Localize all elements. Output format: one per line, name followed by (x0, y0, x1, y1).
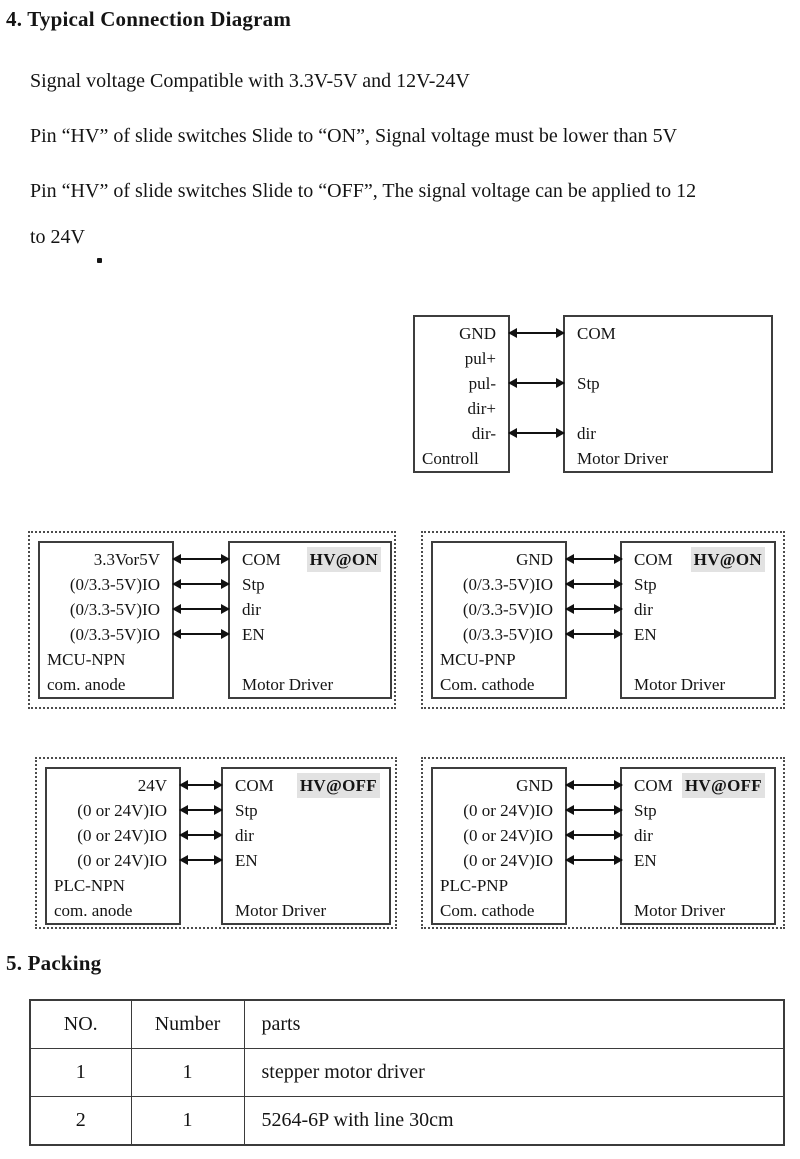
connection-arrow (566, 809, 622, 811)
connection-arrow (566, 859, 622, 861)
spacer-row (622, 647, 774, 672)
motor-driver-box (563, 315, 773, 473)
connection-arrow (566, 834, 622, 836)
cell-parts: stepper motor driver (244, 1049, 784, 1097)
source-box (431, 541, 567, 699)
driver-com-row (622, 773, 774, 798)
driver-pin-com: COM (634, 776, 673, 795)
section-4-heading: 4. Typical Connection Diagram (6, 7, 292, 31)
col-header-number: Number (131, 1000, 244, 1049)
connection-arrow (173, 583, 229, 585)
source-pin: (0 or 24V)IO (77, 826, 167, 845)
spacer-row (565, 396, 771, 421)
spacer-row (223, 873, 389, 898)
driver-box (620, 767, 776, 925)
source-wiring-label: Com. cathode (440, 901, 535, 920)
hv-mode-badge: HV@OFF (297, 773, 380, 798)
connection-arrow (509, 332, 564, 334)
cell-parts: 5264-6P with line 30cm (244, 1097, 784, 1146)
source-pin: GND (516, 776, 553, 795)
driver-pin-stp: Stp (235, 801, 258, 820)
cell-no: 1 (30, 1049, 131, 1097)
table-header-row (30, 1000, 784, 1049)
source-device-label: MCU-NPN (47, 650, 126, 669)
source-box (38, 541, 174, 699)
controller-box (413, 315, 510, 473)
source-pin: (0 or 24V)IO (463, 826, 553, 845)
driver-box (620, 541, 776, 699)
source-pin: GND (516, 550, 553, 569)
connection-arrow (566, 633, 622, 635)
controller-label: Controll (422, 449, 479, 468)
col-header-no: NO. (30, 1000, 131, 1049)
spacer-row (622, 873, 774, 898)
hv-mode-badge: HV@ON (691, 547, 765, 572)
connection-arrow (566, 784, 622, 786)
driver-pin-stp: Stp (242, 575, 265, 594)
spacer-row (565, 346, 771, 371)
connection-arrow (180, 859, 222, 861)
intro-line-4: to 24V (30, 226, 85, 248)
table-row (30, 1097, 784, 1146)
driver-pin-dir: dir (577, 424, 596, 443)
driver-pin-en: EN (235, 851, 258, 870)
source-device-label: MCU-PNP (440, 650, 516, 669)
driver-com-row (223, 773, 389, 798)
hv-mode-badge: HV@OFF (682, 773, 765, 798)
cell-number: 1 (131, 1097, 244, 1146)
intro-line-2: Pin “HV” of slide switches Slide to “ON”, Signal voltage must be lower than 5V (30, 125, 678, 147)
driver-label: Motor Driver (577, 449, 669, 468)
driver-label: Motor Driver (235, 901, 327, 920)
diagram-mcu-npn (28, 531, 396, 709)
driver-pin-stp: Stp (634, 801, 657, 820)
source-device-label: PLC-PNP (440, 876, 509, 895)
connection-arrow (180, 784, 222, 786)
cell-no: 2 (30, 1097, 131, 1146)
connection-arrow (566, 558, 622, 560)
driver-box (221, 767, 391, 925)
diagram-plc-npn (35, 757, 397, 929)
connection-arrow (566, 583, 622, 585)
source-pin: 3.3Vor5V (93, 550, 160, 569)
driver-pin-com: COM (235, 776, 274, 795)
driver-pin-dir: dir (634, 600, 653, 619)
controller-pin-dir-minus: dir- (471, 424, 496, 443)
source-wiring-label: com. anode (54, 901, 133, 920)
driver-pin-stp: Stp (634, 575, 657, 594)
period-dot (97, 258, 102, 263)
hv-mode-badge: HV@ON (307, 547, 381, 572)
source-pin: (0/3.3-5V)IO (462, 600, 553, 619)
driver-pin-en: EN (634, 625, 657, 644)
cell-number: 1 (131, 1049, 244, 1097)
controller-pin-dir-plus: dir+ (467, 399, 496, 418)
spacer-row (230, 647, 390, 672)
connection-arrow (509, 382, 564, 384)
intro-line-1: Signal voltage Compatible with 3.3V-5V and 12V-24V (30, 70, 470, 92)
source-pin: (0 or 24V)IO (77, 851, 167, 870)
source-pin: (0 or 24V)IO (463, 851, 553, 870)
connection-arrow (509, 432, 564, 434)
source-pin: 24V (137, 776, 167, 795)
connection-arrow (180, 809, 222, 811)
driver-pin-en: EN (634, 851, 657, 870)
driver-pin-com: COM (242, 550, 281, 569)
controller-pin-pul-plus: pul+ (464, 349, 496, 368)
driver-pin-en: EN (242, 625, 265, 644)
driver-label: Motor Driver (634, 901, 726, 920)
driver-pin-dir: dir (235, 826, 254, 845)
driver-pin-stp: Stp (577, 374, 600, 393)
source-wiring-label: com. anode (47, 675, 126, 694)
driver-com-row (230, 547, 390, 572)
controller-pin-pul-minus: pul- (468, 374, 496, 393)
driver-label: Motor Driver (634, 675, 726, 694)
driver-com-row (622, 547, 774, 572)
connection-arrow (173, 633, 229, 635)
source-pin: (0/3.3-5V)IO (69, 600, 160, 619)
driver-pin-dir: dir (634, 826, 653, 845)
driver-label: Motor Driver (242, 675, 334, 694)
source-pin: (0 or 24V)IO (463, 801, 553, 820)
diagram-mcu-pnp (421, 531, 785, 709)
driver-pin-dir: dir (242, 600, 261, 619)
connection-arrow (173, 558, 229, 560)
driver-box (228, 541, 392, 699)
source-pin: (0/3.3-5V)IO (69, 625, 160, 644)
source-wiring-label: Com. cathode (440, 675, 535, 694)
intro-line-3: Pin “HV” of slide switches Slide to “OFF”, The signal voltage can be applied to 12 (30, 180, 697, 202)
packing-table (29, 999, 785, 1146)
source-pin: (0/3.3-5V)IO (69, 575, 160, 594)
source-pin: (0/3.3-5V)IO (462, 575, 553, 594)
source-box (45, 767, 181, 925)
diagram-plc-pnp (421, 757, 785, 929)
connection-arrow (180, 834, 222, 836)
source-box (431, 767, 567, 925)
col-header-parts: parts (244, 1000, 784, 1049)
table-row (30, 1049, 784, 1097)
connection-arrow (173, 608, 229, 610)
driver-pin-com: COM (577, 324, 616, 343)
connection-arrow (566, 608, 622, 610)
controller-pin-gnd: GND (459, 324, 496, 343)
source-pin: (0 or 24V)IO (77, 801, 167, 820)
source-device-label: PLC-NPN (54, 876, 125, 895)
driver-pin-com: COM (634, 550, 673, 569)
source-pin: (0/3.3-5V)IO (462, 625, 553, 644)
section-5-heading: 5. Packing (6, 951, 102, 975)
